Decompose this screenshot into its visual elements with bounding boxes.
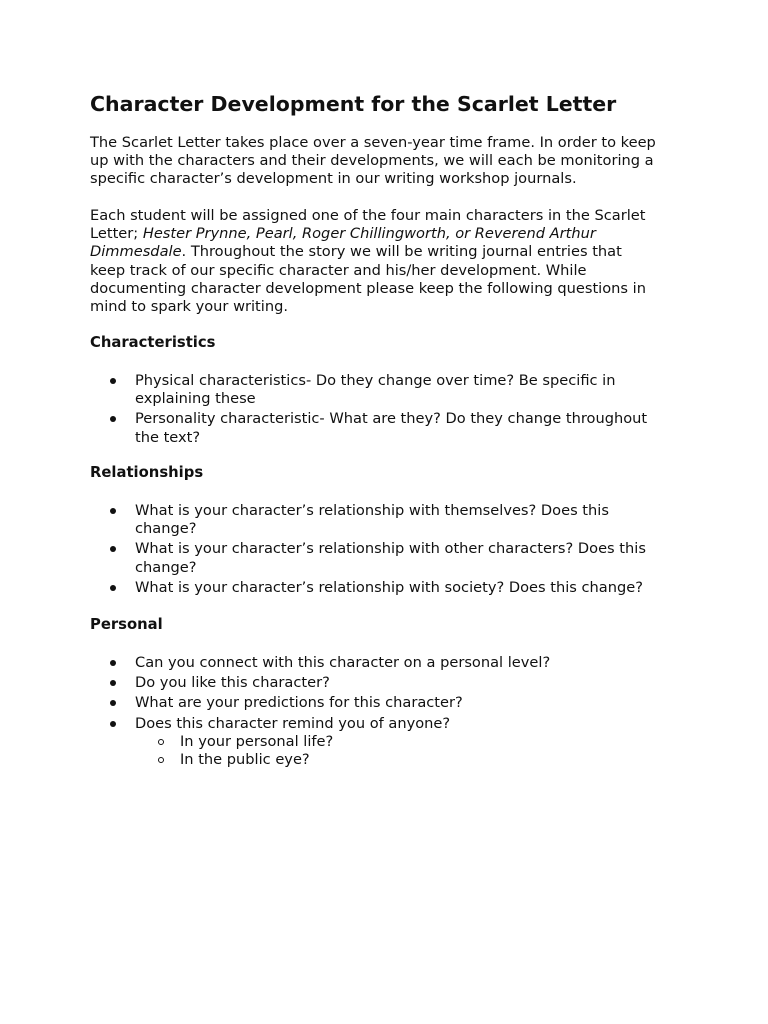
- bullet-icon: [110, 546, 116, 552]
- bullet-icon: [110, 700, 116, 706]
- list-item: [90, 694, 550, 712]
- intro-line: The Scarlet Letter takes place over a seven-year time frame. In order to keep: [90, 134, 656, 151]
- hollow-bullet-icon: [158, 739, 164, 745]
- bullet-icon: [110, 416, 116, 422]
- sub-list-item: [90, 733, 550, 751]
- list-item-line: Does this character remind you of anyone?: [135, 714, 451, 732]
- list-item: [90, 674, 550, 692]
- list-item: [90, 502, 646, 538]
- list-item-line: What are your predictions for this character?: [135, 694, 463, 712]
- list-item-line: change?: [135, 520, 197, 538]
- list-item-line: What is your character’s relationship with other characters? Does this: [135, 540, 646, 558]
- assignment-line: Each student will be assigned one of the four main characters in the Scarlet: [90, 207, 646, 224]
- assignment-text: . Throughout the story we will be writing journal entries that: [181, 243, 622, 261]
- list-item: [90, 410, 647, 446]
- sub-list-item-text: In the public eye?: [180, 751, 310, 769]
- assignment-line: mind to spark your writing.: [90, 298, 288, 316]
- list-item-line: Can you connect with this character on a personal level?: [135, 654, 551, 671]
- list-item: [90, 654, 550, 672]
- assignment-text: Letter;: [90, 225, 143, 243]
- bullet-icon: [110, 378, 116, 384]
- section-heading-personal: Personal: [90, 616, 163, 633]
- list-item-line: the text?: [135, 428, 201, 446]
- list-item: [90, 715, 550, 770]
- character-names: Hester Prynne, Pearl, Roger Chillingworth, or Reverend Arthur: [142, 225, 596, 243]
- list-item-line: explaining these: [135, 390, 256, 408]
- assignment-line: documenting character development please keep the following questions in: [90, 279, 646, 297]
- relationships-list: [90, 502, 646, 597]
- hollow-bullet-icon: [158, 757, 164, 763]
- personal-list: [90, 654, 550, 769]
- assignment-line: [90, 243, 646, 261]
- list-item-line: change?: [135, 558, 197, 576]
- bullet-icon: [110, 680, 116, 686]
- section-heading-relationships: Relationships: [90, 464, 204, 481]
- assignment-paragraph: [90, 207, 646, 316]
- list-item-line: What is your character’s relationship with society? Does this change?: [135, 578, 643, 596]
- characteristics-list: [90, 372, 647, 447]
- list-item: [90, 372, 647, 408]
- list-item: [90, 579, 646, 597]
- assignment-line: [90, 225, 646, 243]
- list-item-line: Physical characteristics- Do they change over time? Be specific in: [135, 372, 616, 389]
- list-item-line: What is your character’s relationship with themselves? Does this: [135, 502, 609, 519]
- sub-list-item-text: In your personal life?: [180, 732, 334, 750]
- list-item-line: Do you like this character?: [135, 674, 330, 692]
- bullet-icon: [110, 660, 116, 666]
- intro-line: specific character’s development in our writing workshop journals.: [90, 170, 577, 188]
- sub-list-item: [90, 751, 550, 769]
- bullet-icon: [110, 721, 116, 727]
- bullet-icon: [110, 585, 116, 591]
- list-item: [90, 540, 646, 576]
- sub-list: [135, 733, 550, 769]
- intro-paragraph: [90, 134, 656, 189]
- bullet-icon: [110, 508, 116, 514]
- list-item-line: Personality characteristic- What are they? Do they change throughout: [135, 410, 648, 428]
- document-title: Character Development for the Scarlet Letter: [90, 92, 617, 116]
- character-name-dimmesdale: Dimmesdale: [90, 243, 182, 261]
- section-heading-characteristics: Characteristics: [90, 334, 216, 351]
- intro-line: up with the characters and their developments, we will each be monitoring a: [90, 152, 654, 170]
- assignment-line: keep track of our specific character and his/her development. While: [90, 261, 587, 279]
